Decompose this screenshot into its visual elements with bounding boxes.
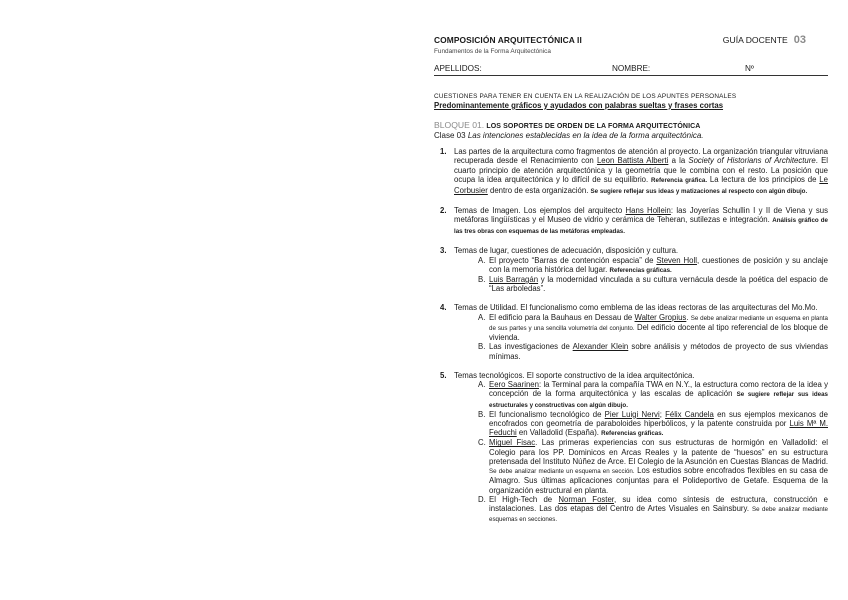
item-note: Se debe analizar mediante un esquema en planta de sus partes y una sencilla volumetría del conjunto. <box>489 314 828 333</box>
sub-letter: A. <box>478 380 486 390</box>
item-text: Temas tecnológicos. El soporte constructivo de la idea arquitectónica. <box>454 370 695 380</box>
sub-letter: D. <box>478 494 486 504</box>
item-text: y la modernidad vinculada a su cultura vernácula desde la poética del espacio de “Las arboledas”. <box>489 275 828 294</box>
author-link: Hans Hollein <box>625 206 671 215</box>
item-number: 2. <box>440 206 447 215</box>
student-fields-row <box>434 64 828 76</box>
sub-item <box>478 495 828 525</box>
item-note: Referencias gráficas. <box>601 430 664 438</box>
sub-item <box>478 275 828 293</box>
item-text: . El cuarto principio de atención arquitectónica y la geometría que le combina con el resto. La posición que ocupa la idea arquitectónica y lo difícil de su equilibrio. <box>454 156 828 185</box>
list-item <box>434 303 828 360</box>
item-text: El High-Tech de <box>489 494 559 504</box>
author-link: Le Corbusier <box>454 175 828 195</box>
author-link: Walter Gropius <box>634 312 687 322</box>
item-text: dentro de esta organización. <box>487 185 591 195</box>
item-text: a la <box>668 156 689 166</box>
predominant-note: Predominantemente gráficos y ayudados con palabras sueltas y frases cortas <box>434 100 724 110</box>
item-text: Las partes de la arquitectura como fragmentos de atención al proyecto. La organización triangular vitruviana recuperada desde el Renacimiento con <box>454 146 828 166</box>
author-link: Alexander Klein <box>572 342 629 352</box>
item-text: El funcionalismo tecnológico de <box>489 409 605 419</box>
item-text: ; <box>659 409 666 419</box>
item-number: 1. <box>440 146 447 156</box>
sub-letter: B. <box>478 409 486 419</box>
item-text: en Valladolid (España). <box>516 428 602 438</box>
guide-number: 03 <box>793 34 806 46</box>
item-text: , cuestiones de posición y su anclaje con la memoria histórica del lugar. <box>489 255 828 274</box>
clase-prefix: Clase 03 <box>434 131 466 141</box>
sub-item <box>478 438 828 494</box>
author-link: Norman Foster <box>558 494 614 504</box>
author-link: Félix Candela <box>665 409 714 419</box>
sub-item <box>478 410 828 439</box>
item-number: 5. <box>440 370 447 380</box>
sub-item <box>478 380 828 410</box>
sub-letter: C. <box>478 438 486 448</box>
bloque-heading <box>434 121 828 132</box>
item-text: Temas de lugar, cuestiones de adecuación, disposición y cultura. <box>454 246 679 256</box>
bloque-title: LOS SOPORTES DE ORDEN DE LA FORMA ARQUITECTÓNICA <box>486 122 701 130</box>
item-note: Referencias gráficas. <box>609 266 672 274</box>
item-note: Se sugiere reflejar sus ideas estructurales y constructivas con algún dibujo. <box>489 391 828 409</box>
sub-letter: A. <box>478 312 486 322</box>
item-note: Análisis gráfico de las tres obras con esquemas de las metáforas empleadas. <box>454 217 828 235</box>
item-number: 4. <box>440 303 447 313</box>
sub-list <box>454 256 828 294</box>
item-italic: Society of Historians of Architecture <box>688 156 816 166</box>
item-text: : las Joyerías Schullin I y II de Viena y sus metáforas lingüísticas y el Museo de vidrio y cerámica de Teheran, sutilezas e integración. <box>454 206 828 225</box>
cuestiones-heading: CUESTIONES PARA TENER EN CUENTA EN LA REALIZACIÓN DE LOS APUNTES PERSONALES <box>434 92 737 100</box>
item-text: . Las primeras experiencias con sus estructuras de hormigón en Valladolid: el Colegio para los PP. Dominicos en Arcas Reales y la patente de “huesos” en su estructura pretensada del Instituto Núñez de Arce. El Colegio de la Asunción en Cuestas Blancas de Madrid. <box>489 438 828 466</box>
sub-letter: B. <box>478 342 486 352</box>
author-link: Luis Mª M. Feduchi <box>489 419 828 438</box>
item-text: Temas de Imagen. Los ejemplos del arquitecto <box>454 206 626 215</box>
author-link: Pier Luigi Nervi <box>604 409 660 419</box>
list-item <box>434 371 828 524</box>
questions-list <box>434 147 828 524</box>
item-text: El edificio para la Bauhaus en Dessau de <box>489 312 635 322</box>
item-note: Se debe analizar mediante esquemas en secciones. <box>489 505 828 524</box>
author-link: Leon Battista Alberti <box>596 156 669 166</box>
item-text: La lectura de los principios de <box>707 175 820 185</box>
course-title: COMPOSICIÓN ARQUITECTÓNICA II <box>434 35 582 45</box>
item-note: Referencia gráfica. <box>651 177 708 185</box>
item-text: : la Terminal para la compañía TWA en N.Y., la estructura como rectora de la idea y concepción de la forma arquitectónica y las escalas de aplicación <box>489 380 828 399</box>
sub-item <box>478 256 828 275</box>
author-link: Luis Barragán <box>489 275 539 285</box>
bloque-label: BLOQUE 01. <box>434 119 485 130</box>
apellidos-label: APELLIDOS: <box>434 64 482 74</box>
nombre-label: NOMBRE: <box>612 64 651 74</box>
clase-line <box>434 131 828 141</box>
numero-label: Nº <box>745 64 754 74</box>
sub-item <box>478 342 828 360</box>
sub-letter: B. <box>478 275 486 285</box>
item-text: en sus ejemplos mexicanos de encofrados con geometría de paraboloides hiperbólicos, y la patente construida por <box>489 409 828 429</box>
author-link: Steven Holl <box>656 255 697 265</box>
author-link: Miguel Fisac <box>489 438 536 448</box>
guide-label-wrap <box>723 36 806 46</box>
item-text: . <box>686 312 691 322</box>
header <box>434 36 828 46</box>
item-text: El proyecto “Barras de contención espacia” de <box>489 255 657 265</box>
sub-list <box>454 380 828 524</box>
list-item <box>434 147 828 196</box>
sub-list <box>454 313 828 361</box>
author-link: Eero Saarinen <box>489 380 539 390</box>
sub-letter: A. <box>478 255 486 265</box>
item-text: Las investigaciones de <box>489 342 573 352</box>
item-text: sobre análisis y métodos de proyecto de sus viviendas mínimas. <box>489 342 828 361</box>
item-note: Se sugiere reflejar sus ideas y matizaciones al respecto con algún dibujo. <box>590 187 808 195</box>
document-content <box>434 36 828 534</box>
list-item <box>434 246 828 293</box>
sub-item <box>478 313 828 343</box>
list-item <box>434 206 828 236</box>
item-note: Se debe analizar mediante un esquema en sección. <box>489 468 635 476</box>
course-subtitle: Fundamentos de la Forma Arquitectónica <box>434 47 551 55</box>
item-text: Los estudios sobre encofrados flexibles en su casa de Almagro. Sus últimas aplicaciones conjuntas para el Polideportivo de Getafe. Esquema de la organización estructural en planta. <box>489 466 829 495</box>
clase-text: Las intenciones establecidas en la idea de la forma arquitectónica. <box>467 131 704 141</box>
item-text: Temas de Utilidad. El funcionalismo como emblema de las ideas rectoras de las arquitecturas del Mo.Mo. <box>454 303 818 313</box>
guide-label: GUÍA DOCENTE <box>722 35 788 45</box>
item-text: , su idea como síntesis de estructura, construcción e instalaciones. Las dos etapas del Centro de Artes Visuales en Sainsbury. <box>489 494 828 513</box>
item-text: Del edificio docente al tipo referencial de los bloque de vivienda. <box>489 323 828 343</box>
item-number: 3. <box>440 246 447 256</box>
